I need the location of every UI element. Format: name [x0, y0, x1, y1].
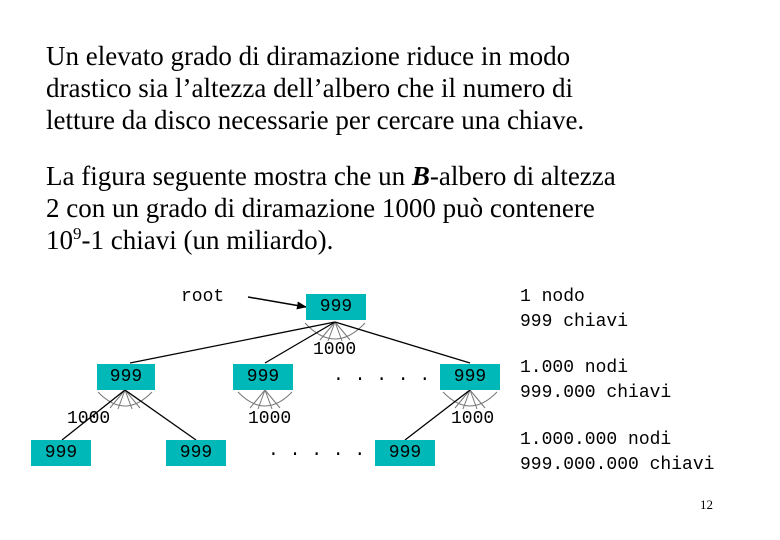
grandchild-node-2: 999: [166, 440, 226, 466]
middle-branch-fan: [238, 390, 292, 409]
power-exponent: 9: [73, 224, 82, 243]
intro-line-1: Un elevato grado di diramazione riduce in modo: [46, 41, 571, 71]
child-node-middle: 999: [233, 364, 293, 390]
level-two-ellipsis: . . . . .: [268, 441, 366, 461]
level-one-node-count: 1.000 nodi: [520, 358, 629, 378]
level-one-key-count: 999.000 chiavi: [520, 383, 672, 403]
root-branch-fan: [305, 322, 365, 341]
root-edges: [130, 322, 470, 363]
level-zero-node-count: 1 nodo: [520, 287, 585, 307]
level-one-ellipsis: . . . . .: [333, 366, 431, 386]
child-node-left: 999: [97, 364, 155, 390]
power-base: 10: [46, 225, 73, 255]
right-branch-label: 1000: [451, 409, 495, 429]
root-branch-label: 1000: [313, 340, 357, 360]
right-branch-fan: [443, 390, 497, 409]
description-line-1-suffix: -albero di altezza: [429, 161, 616, 191]
root-node: 999: [306, 294, 366, 320]
grandchild-node-3: 999: [375, 440, 435, 466]
page-number: 12: [700, 497, 713, 512]
level-zero-key-count: 999 chiavi: [520, 312, 629, 332]
description-line-3-rest: -1 chiavi (un miliardo).: [81, 225, 334, 255]
left-branch-fan: [98, 390, 152, 409]
b-tree-letter: B: [411, 161, 430, 191]
middle-branch-label: 1000: [248, 409, 292, 429]
level-two-key-count: 999.000.000 chiavi: [520, 455, 715, 475]
grandchild-node-1: 999: [31, 440, 91, 466]
child-node-right: 999: [440, 364, 500, 390]
description-line-1-prefix: La figura seguente mostra che un: [46, 161, 412, 191]
intro-line-2: drastico sia l’altezza dell’albero che il numero di: [46, 73, 574, 103]
level-two-node-count: 1.000.000 nodi: [520, 430, 672, 450]
left-branch-label: 1000: [67, 409, 111, 429]
intro-line-3: letture da disco necessarie per cercare una chiave.: [46, 105, 585, 135]
root-pointer-arrow: [248, 297, 306, 307]
description-line-2: 2 con un grado di diramazione 1000 può contenere: [46, 193, 595, 223]
root-label: root: [181, 287, 225, 307]
